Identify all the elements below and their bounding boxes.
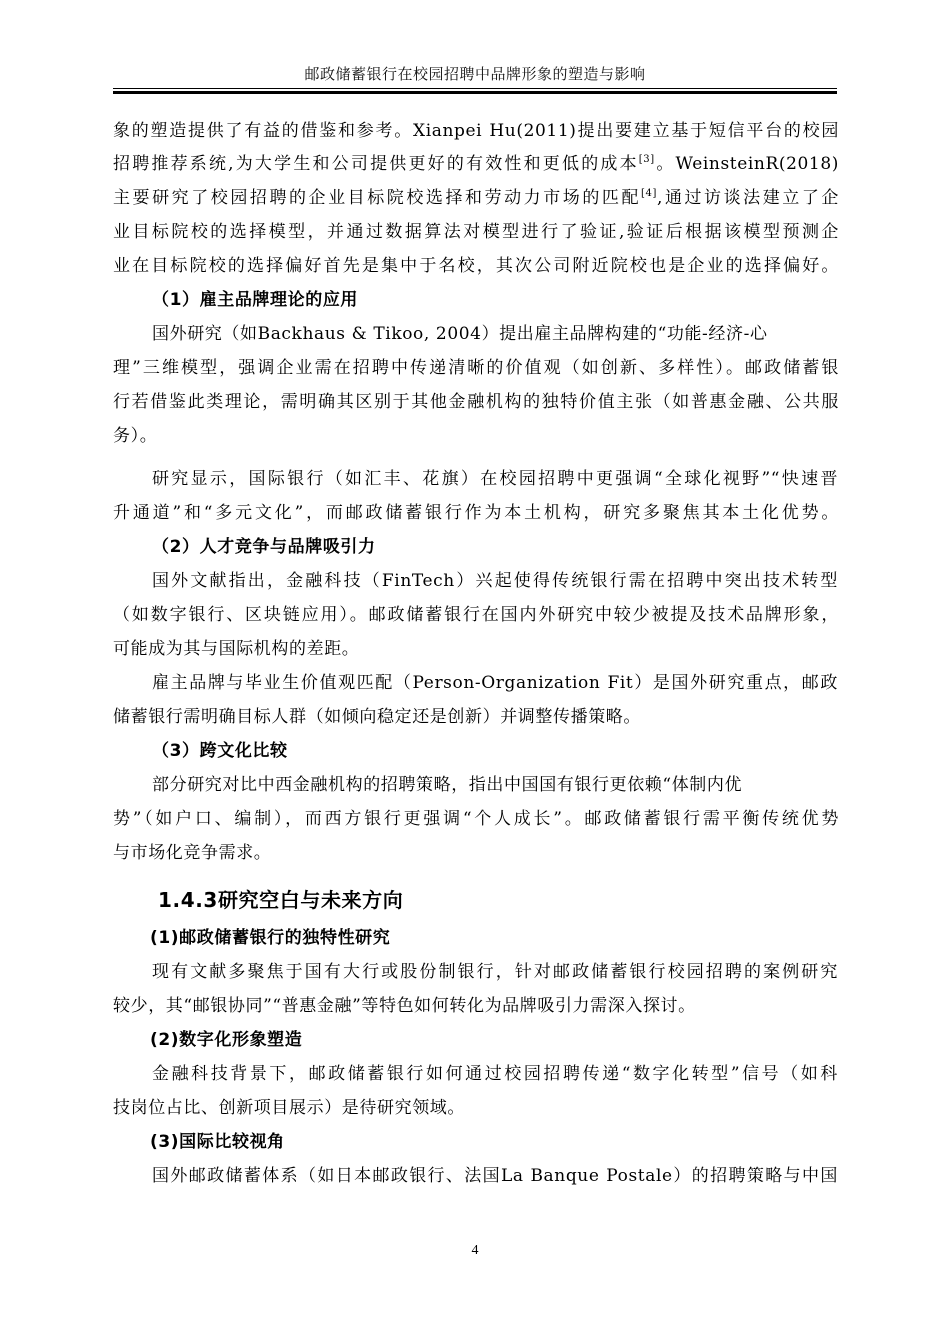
item-heading-2: (2)数字化形象塑造 (150, 1030, 303, 1050)
citation-3: [3] (638, 154, 655, 165)
subsection-heading-1-4-3: 1.4.3研究空白与未来方向 (158, 888, 404, 912)
body-line: 储蓄银行需明确目标人群（如倾向稳定还是创新）并调整传播策略。 (113, 707, 641, 727)
body-line: 金融科技背景下，邮政储蓄银行如何通过校园招聘传递“数字化转型”信号（如科 (152, 1064, 838, 1084)
body-line: 与市场化竞争需求。 (113, 843, 272, 863)
body-line (113, 153, 839, 175)
body-line: 技岗位占比、创新项目展示）是待研究领域。 (113, 1098, 465, 1118)
body-line: 务）。 (113, 426, 158, 446)
body-text: 。WeinsteinR(2018) (654, 154, 839, 174)
body-line (113, 187, 839, 209)
body-line: 研究显示，国际银行（如汇丰、花旗）在校园招聘中更强调“全球化视野”“快速晋 (152, 469, 838, 489)
body-line: 业目标院校的选择模型，并通过数据算法对模型进行了验证,验证后根据该模型预测企 (113, 222, 839, 242)
citation-4: [4] (641, 188, 657, 199)
body-line: 较少，其“邮银协同”“普惠金融”等特色如何转化为品牌吸引力需深入探讨。 (113, 996, 696, 1016)
body-text: 主要研究了校园招聘的企业目标院校选择和劳动力市场的匹配 (113, 188, 642, 208)
item-heading-3: (3)国际比较视角 (150, 1132, 285, 1152)
page-number: 4 (471, 1243, 479, 1258)
body-line: 部分研究对比中西金融机构的招聘策略，指出中国国有银行更依赖“体制内优 (152, 775, 743, 795)
body-line: 行若借鉴此类理论，需明确其区别于其他金融机构的独特价值主张（如普惠金融、公共服 (113, 392, 839, 412)
section-heading-1: （1）雇主品牌理论的应用 (152, 290, 359, 310)
item-heading-1: (1)邮政储蓄银行的独特性研究 (150, 928, 391, 948)
section-heading-2: （2）人才竞争与品牌吸引力 (152, 537, 376, 557)
body-line: 理”三维模型，强调企业需在招聘中传递清晰的价值观（如创新、多样性）。邮政储蓄银 (113, 358, 839, 378)
body-line: 象的塑造提供了有益的借鉴和参考。Xianpei Hu(2011)提出要建立基于短信平台的校园 (113, 121, 839, 141)
body-line: 升通道”和“多元文化”，而邮政储蓄银行作为本土机构，研究多聚焦其本土化优势。 (113, 503, 839, 523)
running-header: 邮政储蓄银行在校园招聘中品牌形象的塑造与影响 (304, 65, 646, 83)
section-heading-3: （3）跨文化比较 (152, 741, 288, 761)
body-text: 招聘推荐系统,为大学生和公司提供更好的有效性和更低的成本 (113, 154, 639, 174)
body-line: 雇主品牌与毕业生价值观匹配（Person-Organization Fit）是国外研究重点，邮政 (152, 673, 838, 693)
header-rule-thin (113, 88, 837, 89)
body-line: 国外研究（如Backhaus & Tikoo, 2004）提出雇主品牌构建的“功能-经济-心 (152, 324, 768, 344)
body-line: 国外文献指出，金融科技（FinTech）兴起使得传统银行需在招聘中突出技术转型 (152, 571, 838, 591)
body-line: 势”（如户口、编制），而西方银行更强调“个人成长”。邮政储蓄银行需平衡传统优势 (113, 809, 839, 829)
body-line: 业在目标院校的选择偏好首先是集中于名校，其次公司附近院校也是企业的选择偏好。 (113, 256, 839, 276)
body-line: 可能成为其与国际机构的差距。 (113, 639, 360, 659)
body-line: （如数字银行、区块链应用）。邮政储蓄银行在国内外研究中较少被提及技术品牌形象， (113, 605, 839, 625)
body-line: 国外邮政储蓄体系（如日本邮政银行、法国La Banque Postale）的招聘策略与中国 (152, 1166, 838, 1186)
body-text: ,通过访谈法建立了企 (656, 188, 839, 208)
body-line: 现有文献多聚焦于国有大行或股份制银行，针对邮政储蓄银行校园招聘的案例研究 (152, 962, 838, 982)
header-rule-thick (113, 91, 837, 94)
